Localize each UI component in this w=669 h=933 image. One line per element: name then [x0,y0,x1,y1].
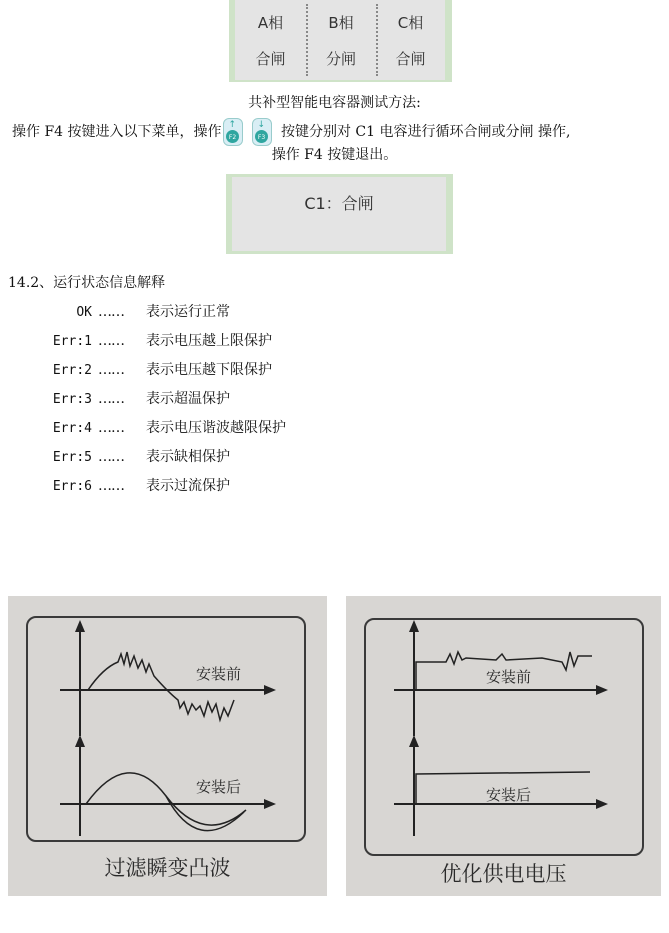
status-row [40,446,230,466]
arrow-down-key-icon: ↓ F3 [252,118,272,146]
label-before-left: 安装前 [196,665,242,683]
status-description: 表示电压越上限保护 [146,333,272,349]
label-after-right: 安装后 [486,786,532,804]
lcd-phase-c-label: C相 [397,14,424,32]
key-down-label: F3 [257,134,266,141]
lcd-c1-screen [232,177,446,251]
status-code: OK [76,305,92,320]
status-code: Err:2 [52,363,92,378]
method-line-2: 操作 F4 按键退出。 [271,147,398,163]
status-description: 表示缺相保护 [146,449,230,465]
arrow-up-key-icon: ↑ F2 [223,118,243,146]
lcd-phase-b-label: B相 [328,14,354,32]
status-description: 表示电压越下限保护 [146,362,272,378]
status-ellipsis: …… [98,420,124,436]
method-line-1 [12,118,570,146]
status-code: Err:3 [52,392,92,407]
status-code: Err:6 [52,479,92,494]
status-description: 表示超温保护 [146,391,230,407]
method-title: 共补型智能电容器测试方法: [248,95,421,111]
status-row [40,417,286,437]
status-code: Err:1 [52,334,92,349]
lcd-phase-a-state: 合闸 [255,50,286,68]
lcd-phase-b-state: 分闸 [325,50,356,68]
label-after-left: 安装后 [196,778,242,796]
section-title: 14.2、运行状态信息解释 [8,275,166,291]
status-ellipsis: …… [98,333,124,349]
label-before-right: 安装前 [486,668,532,686]
status-row [40,330,272,350]
status-description: 表示过流保护 [146,478,230,494]
status-ellipsis: …… [98,478,124,494]
status-ellipsis: …… [98,391,124,407]
caption-right: 优化供电电压 [440,862,567,886]
status-row [40,388,230,408]
caption-left: 过滤瞬变凸波 [104,856,231,880]
key-up-label: F2 [228,134,237,141]
status-ellipsis: …… [98,304,124,320]
status-row [40,301,230,321]
lcd-phase-panel [229,0,452,82]
lcd-phase-screen [235,0,445,80]
status-row [40,475,230,495]
lcd-c1-text: C1：合闸 [304,194,374,213]
waveform-diagram [8,596,327,896]
status-code: Err:4 [52,421,92,436]
lcd-phase-a-label: A相 [257,14,284,32]
photo-filter-transient [8,596,327,896]
method-line-1-start: 操作 F4 按键进入以下菜单，操作 [12,124,222,140]
status-description: 表示运行正常 [146,304,230,320]
status-row [40,359,272,379]
photo-optimize-voltage [346,596,661,896]
status-description: 表示电压谐波越限保护 [146,420,286,436]
waveform-diagram [346,596,661,896]
status-ellipsis: …… [98,362,124,378]
status-ellipsis: …… [98,449,124,465]
lcd-c1-panel [226,174,453,254]
lcd-phase-c-state: 合闸 [395,50,426,68]
status-code: Err:5 [52,450,92,465]
method-line-1-end: 按键分别对 C1 电容进行循环合闸或分闸 操作, [280,124,571,140]
